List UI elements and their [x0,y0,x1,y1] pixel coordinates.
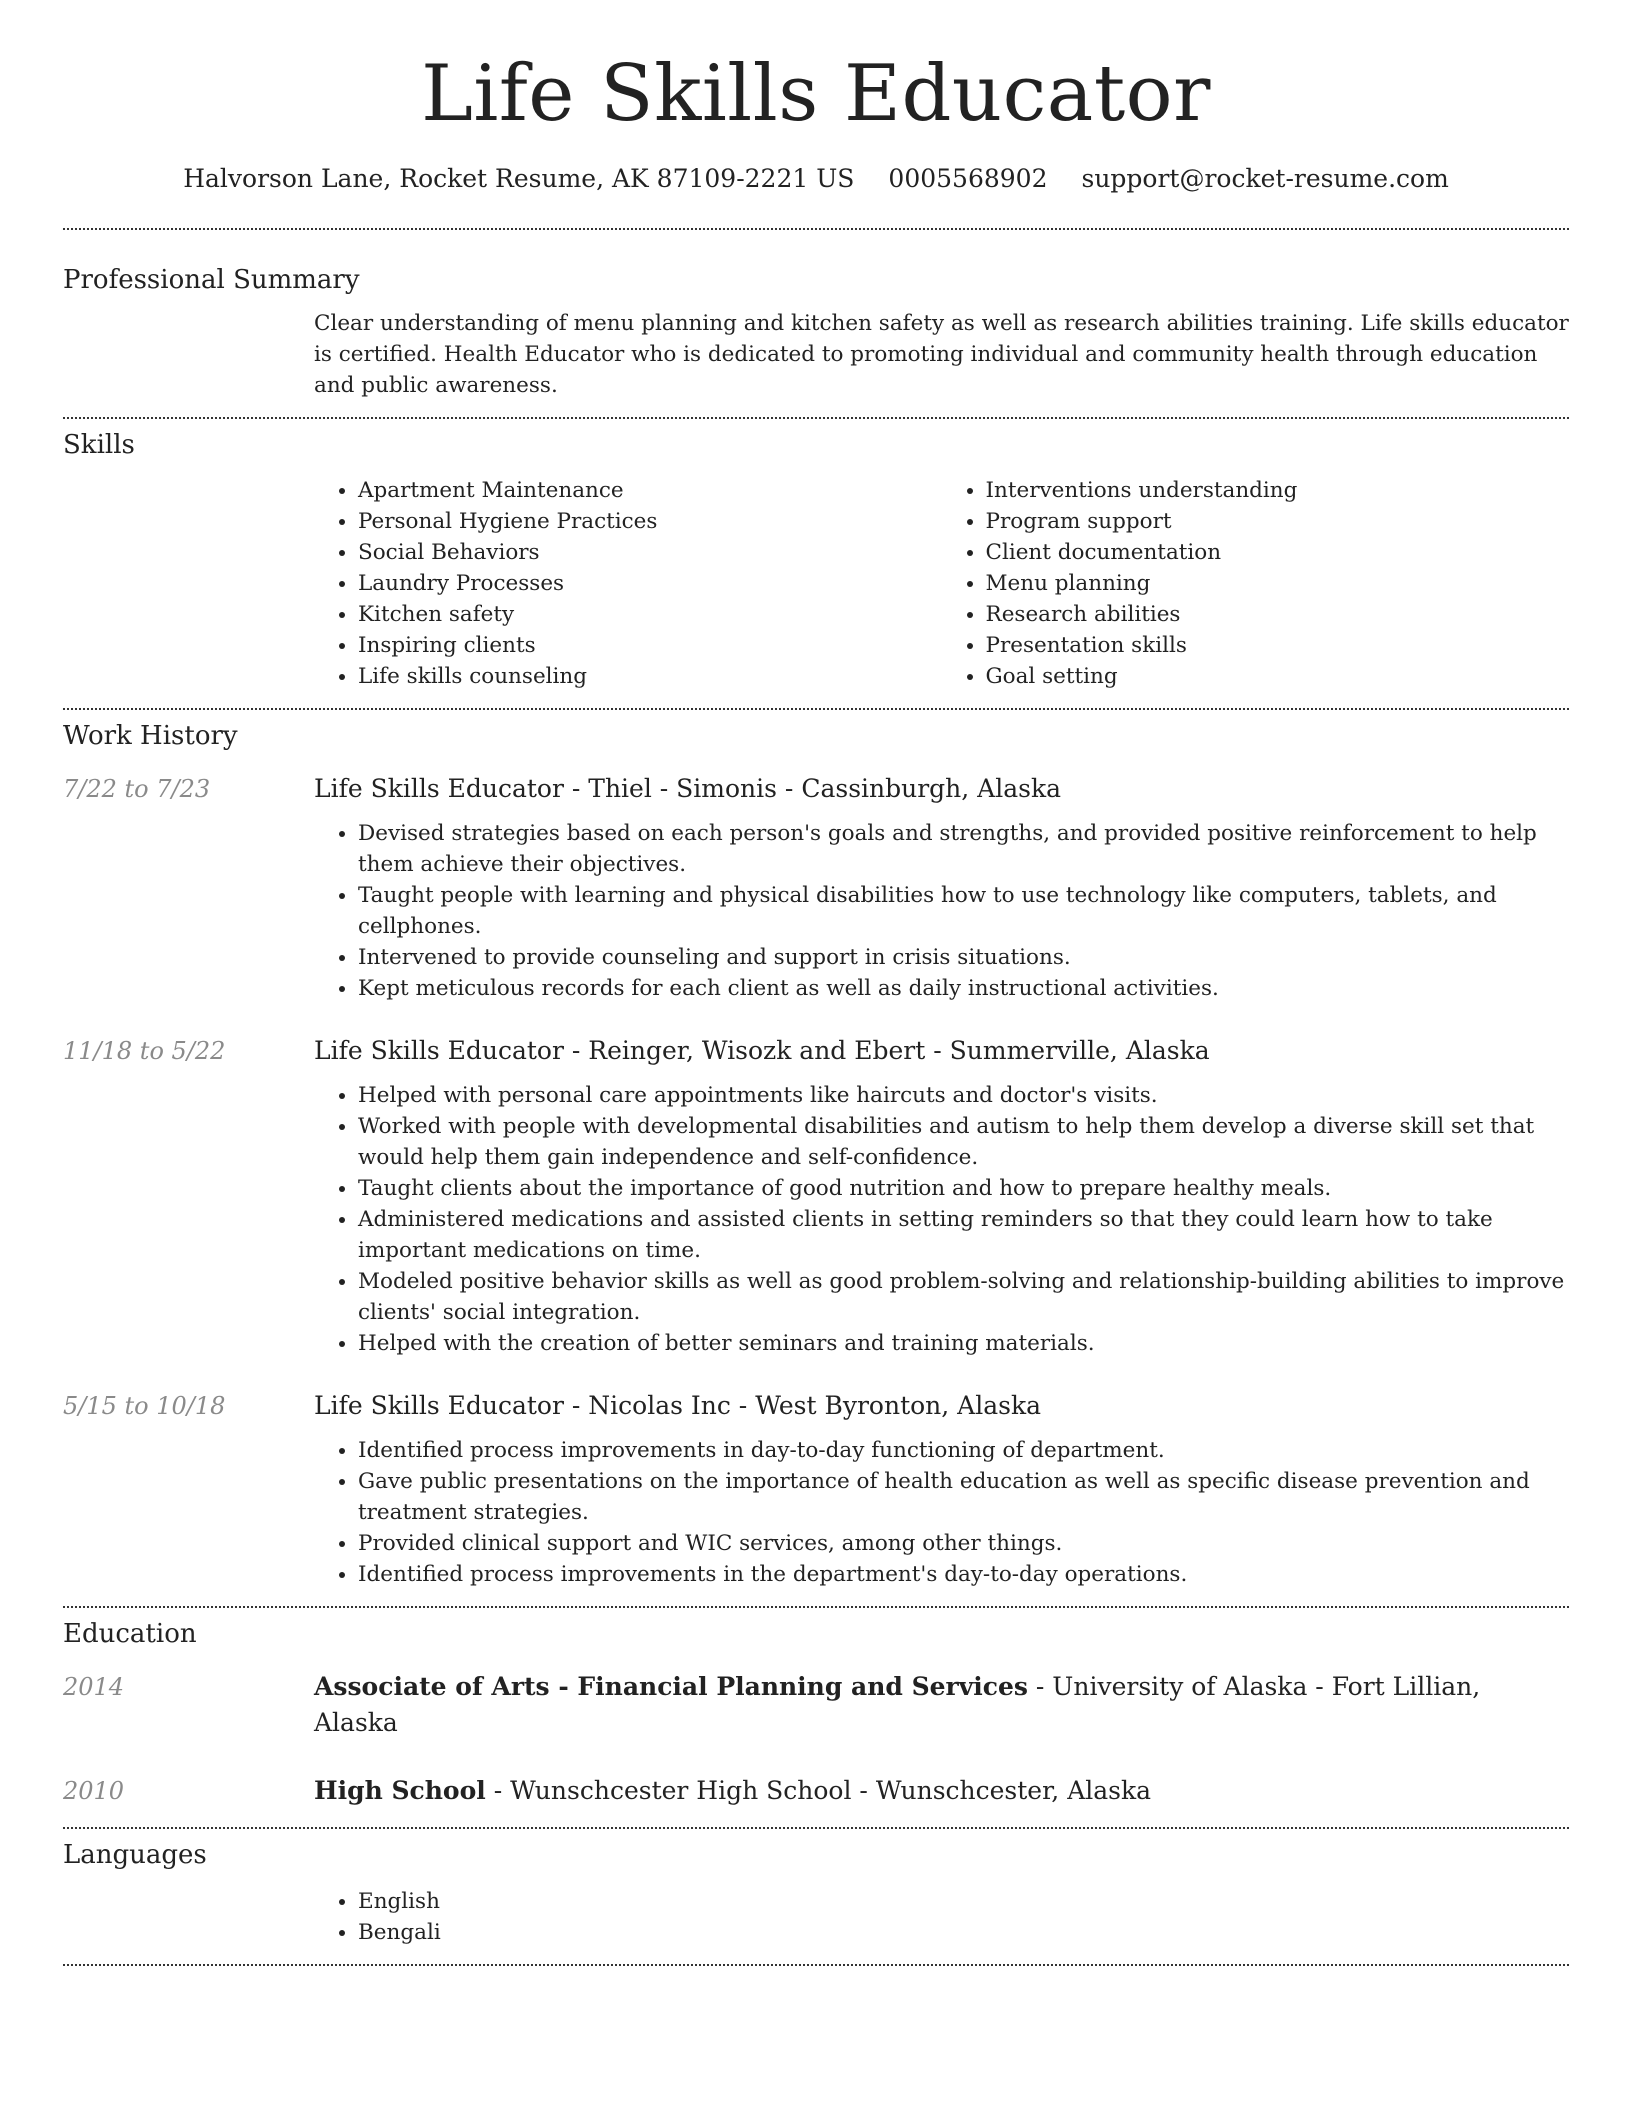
summary-text: Clear understanding of menu planning and kitchen safety as well as research abilities training. Life skills educator is certified. Health Educator who is dedicated to promoting individual and community health through education and public awareness. [314,310,1569,398]
candidate-name: Life Skills Educator [421,49,1211,139]
skill-item: • Presentation skills [986,630,1570,661]
skill-item: • Laundry Processes [358,568,942,599]
education-heading [314,1669,1569,1741]
skill-item: • Menu planning [986,568,1570,599]
job-dates: 5/15 to 10/18 [63,1392,226,1421]
job-bullet: • Identified process improvements in day-to-day functioning of department. [358,1435,1569,1466]
job-bullet: • Taught clients about the importance of good nutrition and how to prepare healthy meals. [358,1173,1569,1204]
skill-item: • Research abilities [986,599,1570,630]
job-bullet: • Helped with personal care appointments like haircuts and doctor's visits. [358,1080,1569,1111]
work-history-section [63,710,1569,1590]
section-title-skills: Skills [63,429,135,460]
summary-section [63,230,1569,401]
skills-list-right [942,475,1570,692]
contact-address: Halvorson Lane, Rocket Resume, AK 87109-2221 US [183,163,855,193]
education-degree: Associate of Arts - Financial Planning and Services [314,1671,1028,1701]
education-section [63,1608,1569,1809]
resume-header [63,0,1569,193]
education-heading [314,1773,1569,1809]
job-bullet: • Worked with people with developmental disabilities and autism to help them develop a diverse skill set that would help them gain independence and self-confidence. [358,1111,1569,1173]
education-details: - University of Alaska - Fort Lillian, Alaska [314,1671,1481,1737]
education-degree: High School [314,1775,486,1805]
skill-item: • Kitchen safety [358,599,942,630]
contact-line [63,164,1569,193]
job-entry [63,771,1569,1004]
education-entry [63,1773,1569,1809]
skill-item: • Goal setting [986,661,1570,692]
job-bullets [314,1080,1569,1359]
section-title-summary: Professional Summary [63,264,360,295]
job-bullet: • Modeled positive behavior skills as well as good problem-solving and relationship-building abilities to improve clients' social integration. [358,1266,1569,1328]
skill-item: • Personal Hygiene Practices [358,506,942,537]
section-title-languages: Languages [63,1839,207,1870]
job-bullet: • Kept meticulous records for each client as well as daily instructional activities. [358,973,1569,1004]
languages-section [63,1829,1569,1948]
education-year: 2014 [63,1672,125,1701]
language-item: • English [358,1886,1569,1917]
job-bullets [314,818,1569,1004]
job-bullet: • Provided clinical support and WIC services, among other things. [358,1528,1569,1559]
job-heading: Life Skills Educator - Thiel - Simonis - Cassinburgh, Alaska [314,774,1062,804]
skill-item: • Apartment Maintenance [358,475,942,506]
skills-list-left [314,475,942,692]
language-item: • Bengali [358,1917,1569,1948]
skill-item: • Client documentation [986,537,1570,568]
skill-item: • Life skills counseling [358,661,942,692]
education-entry [63,1669,1569,1741]
job-dates: 11/18 to 5/22 [63,1037,226,1066]
skills-section [63,419,1569,693]
job-bullet: • Helped with the creation of better seminars and training materials. [358,1328,1569,1359]
job-heading: Life Skills Educator - Reinger, Wisozk and Ebert - Summerville, Alaska [314,1036,1210,1066]
job-bullet: • Intervened to provide counseling and support in crisis situations. [358,942,1569,973]
job-bullet: • Devised strategies based on each person's goals and strengths, and provided positive reinforcement to help them achieve their objectives. [358,818,1569,880]
job-entry [63,1388,1569,1590]
education-details: - Wunschcester High School - Wunschcester, Alaska [485,1775,1152,1805]
job-bullets [314,1435,1569,1590]
contact-phone: 0005568902 [888,163,1048,193]
contact-email: support@rocket-resume.com [1081,163,1449,193]
skill-item: • Program support [986,506,1570,537]
job-dates: 7/22 to 7/23 [63,775,211,804]
skill-item: • Inspiring clients [358,630,942,661]
skills-grid [314,475,1569,692]
education-year: 2010 [63,1776,125,1805]
languages-list [314,1886,1569,1948]
section-title-work-history: Work History [63,721,238,752]
job-bullet: • Gave public presentations on the importance of health education as well as specific disease prevention and treatment strategies. [358,1466,1569,1528]
job-bullet: • Identified process improvements in the department's day-to-day operations. [358,1559,1569,1590]
job-heading: Life Skills Educator - Nicolas Inc - West Byronton, Alaska [314,1391,1042,1421]
job-bullet: • Taught people with learning and physical disabilities how to use technology like computers, tablets, and cellphones. [358,880,1569,942]
skill-item: • Interventions understanding [986,475,1570,506]
skill-item: • Social Behaviors [358,537,942,568]
section-title-education: Education [63,1619,197,1650]
job-entry [63,1033,1569,1359]
divider [63,1964,1569,1966]
job-bullet: • Administered medications and assisted clients in setting reminders so that they could learn how to take important medications on time. [358,1204,1569,1266]
